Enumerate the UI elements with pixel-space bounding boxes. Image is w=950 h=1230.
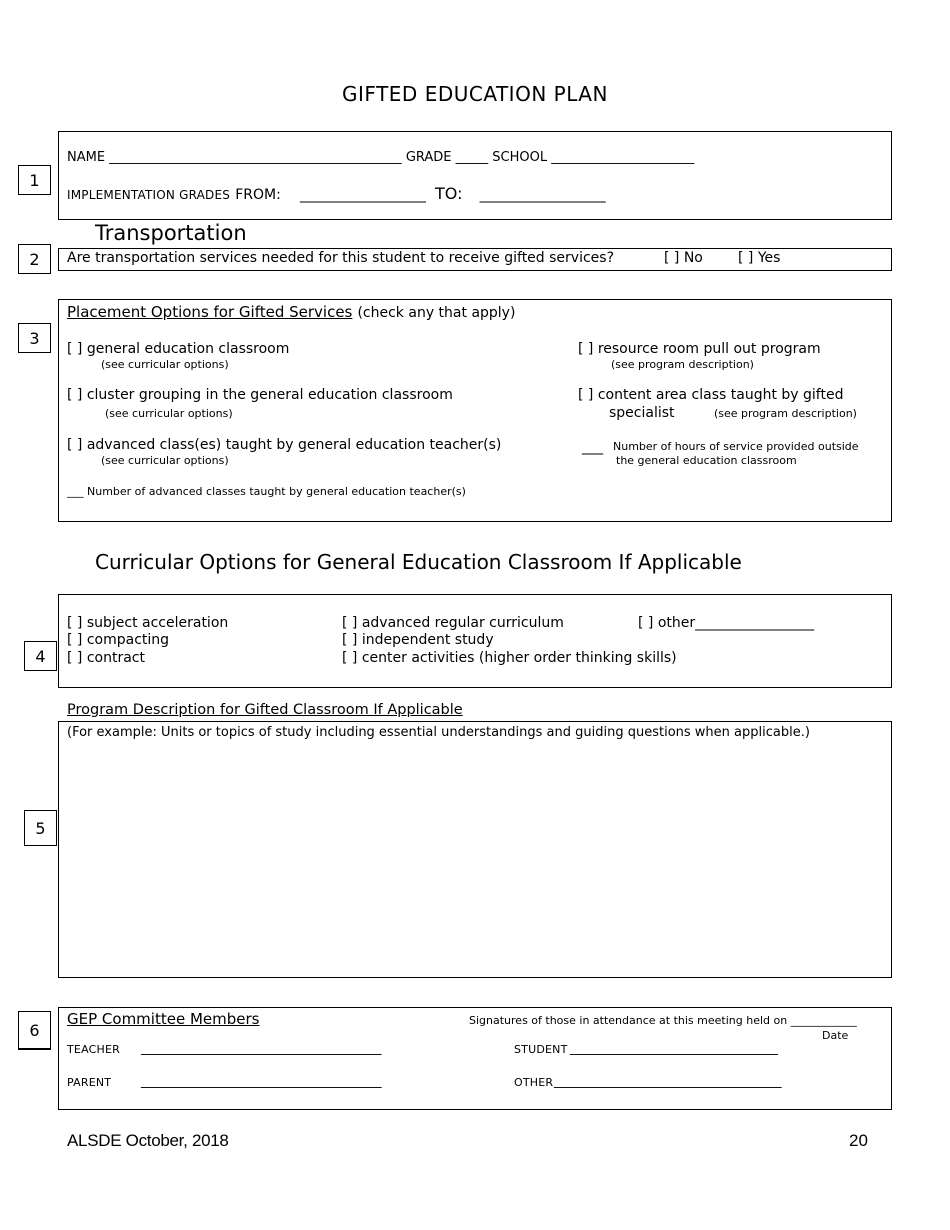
hours-of-service-label: Number of hours of service provided outside [613, 440, 859, 453]
program-description-box[interactable] [58, 721, 892, 978]
transportation-question: Are transportation services needed for this student to receive gifted services? [67, 250, 615, 266]
student-label: STUDENT [514, 1043, 568, 1056]
option-content-area-class-line2: specialist [609, 405, 675, 421]
transportation-no-checkbox[interactable]: [ ] No [664, 250, 703, 266]
program-description-example: (For example: Units or topics of study including essential understandings and guiding questions when applicable.) [67, 725, 810, 740]
other-label: OTHER [514, 1076, 554, 1089]
advanced-classes-count[interactable]: ___ Number of advanced classes taught by general education teacher(s) [67, 485, 466, 498]
option-subject-acceleration[interactable]: [ ] subject acceleration [67, 615, 229, 631]
option-cluster-grouping[interactable]: [ ] cluster grouping in the general education classroom [67, 387, 453, 403]
other-signature-line[interactable]: ___________________________________ [554, 1074, 782, 1089]
program-description-heading: Program Description for Gifted Classroom If Applicable [67, 702, 463, 718]
placement-heading: Placement Options for Gifted Services [67, 303, 353, 321]
date-label: Date [822, 1029, 849, 1042]
option-resource-note: (see program description) [611, 358, 754, 371]
section-number-4: 4 [24, 641, 57, 671]
from-label: FROM: [235, 187, 281, 203]
curricular-options-heading: Curricular Options for General Education Classroom If Applicable [95, 550, 742, 574]
committee-heading: GEP Committee Members [67, 1010, 260, 1028]
option-center-activities[interactable]: [ ] center activities (higher order thinking skills) [342, 650, 677, 666]
implementation-grades-row [67, 184, 606, 203]
footer-org-date: ALSDE October, 2018 [67, 1131, 229, 1150]
option-advanced-regular-curriculum[interactable]: [ ] advanced regular curriculum [342, 615, 564, 631]
footer-page-number: 20 [849, 1131, 868, 1150]
transportation-yes-checkbox[interactable]: [ ] Yes [738, 250, 781, 266]
hours-of-service-label-line2: the general education classroom [616, 454, 797, 467]
option-independent-study[interactable]: [ ] independent study [342, 632, 494, 648]
teacher-signature-line[interactable]: _____________________________________ [141, 1041, 382, 1056]
option-general-note: (see curricular options) [101, 358, 229, 371]
option-general-education-classroom[interactable]: [ ] general education classroom [67, 341, 290, 357]
section-number-3: 3 [18, 323, 51, 353]
to-label: TO: [434, 184, 463, 203]
hours-of-service-field[interactable]: ___ [582, 439, 603, 455]
student-signature-line[interactable]: ________________________________ [570, 1041, 778, 1056]
page-title: GIFTED EDUCATION PLAN [342, 82, 608, 106]
section-number-1: 1 [18, 165, 51, 195]
placement-heading-note: (check any that apply) [357, 305, 516, 321]
parent-label: PARENT [67, 1076, 112, 1089]
transportation-heading: Transportation [95, 221, 247, 245]
option-compacting[interactable]: [ ] compacting [67, 632, 170, 648]
parent-signature-line[interactable]: _____________________________________ [141, 1074, 382, 1089]
option-resource-room[interactable]: [ ] resource room pull out program [578, 341, 821, 357]
implementation-grades-label: IMPLEMENTATION GRADES [67, 188, 231, 202]
from-field[interactable]: __________________ [299, 187, 426, 203]
option-advanced-note: (see curricular options) [101, 454, 229, 467]
to-field[interactable]: __________________ [479, 187, 606, 203]
option-content-note: (see program description) [714, 407, 857, 420]
section-number-6: 6 [18, 1011, 51, 1050]
section-number-5: 5 [24, 810, 57, 846]
name-grade-school-line[interactable]: NAME _____________________________________________ GRADE _____ SCHOOL ______________________ [67, 150, 695, 165]
student-info-box [58, 131, 892, 220]
option-advanced-classes[interactable]: [ ] advanced class(es) taught by general education teacher(s) [67, 437, 502, 453]
placement-heading-row [67, 302, 515, 321]
section-number-2: 2 [18, 244, 51, 274]
option-content-area-class[interactable]: [ ] content area class taught by gifted [578, 387, 844, 403]
teacher-label: TEACHER [67, 1043, 120, 1056]
option-cluster-note: (see curricular options) [105, 407, 233, 420]
option-other[interactable]: [ ] other_________________ [638, 615, 815, 631]
signatures-statement[interactable]: Signatures of those in attendance at this meeting held on ____________ [469, 1014, 857, 1027]
option-contract[interactable]: [ ] contract [67, 650, 145, 666]
